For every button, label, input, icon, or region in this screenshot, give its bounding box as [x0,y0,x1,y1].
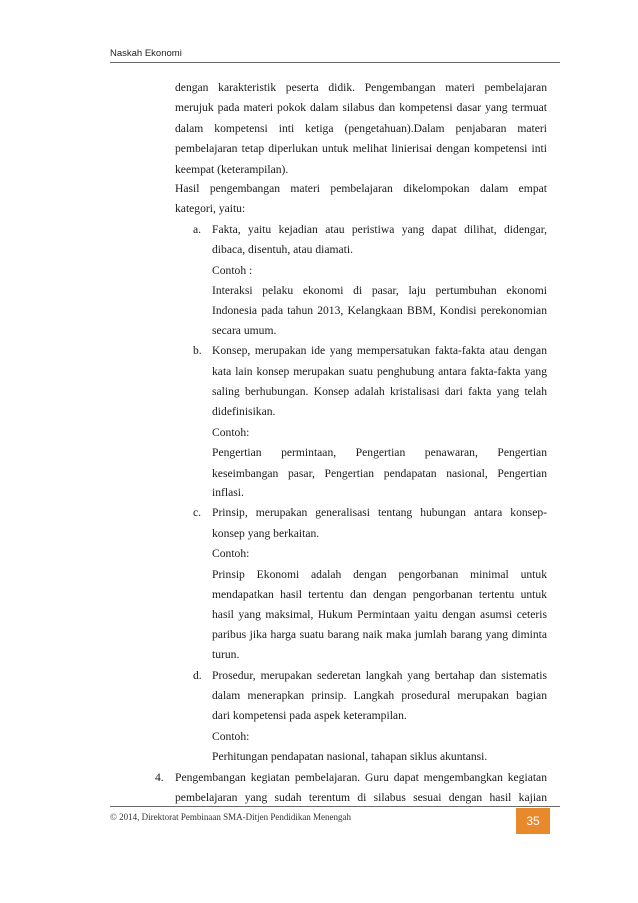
body-line: Hasil pengembangan materi pembelajaran dikelompokan dalam empat [175,182,547,195]
example-label: Contoh: [212,547,250,561]
list-item-text: Prinsip, merupakan generalisasi tentang hubungan antara konsep- [212,506,547,520]
example-text: mendapatkan hasil tertentu dan dengan pengorbanan tertentu untuk [212,588,547,601]
list-item-text: Konsep, merupakan ide yang mempersatukan fakta-fakta atau dengan [212,344,547,358]
list-marker-4: 4. [155,770,164,784]
example-text: secara umum. [212,323,277,337]
body-line: kategori, yaitu: [175,202,246,216]
list-item-text: Pengembangan kegiatan pembelajaran. Guru dapat mengembangkan kegiatan [175,770,547,784]
example-text: keseimbangan pasar, Pengertian pendapatan nasional, Pengertian [212,466,547,480]
list-item-text: kata lain konsep merupakan suatu penghubung antara fakta-fakta yang [212,364,547,378]
list-item-text: dari kompetensi pada aspek keterampilan. [212,709,407,723]
list-item-text: Fakta, yaitu kejadian atau peristiwa yang dapat dilihat, didengar, [212,222,547,236]
list-marker-d: d. [193,668,202,682]
list-item-text: dibaca, disentuh, atau diamati. [212,243,354,257]
example-text: Pengertian permintaan, Pengertian penawaran, Pengertian [212,446,547,460]
list-item-text: Prosedur, merupakan sederetan langkah yang bertahap dan sistematis [212,668,547,682]
example-text: hasil yang maksimal, Hukum Permintaan yaitu dengan asumsi ceteris [212,608,547,622]
example-text: inflasi. [212,486,244,500]
header-divider [110,62,560,63]
body-line: merujuk pada materi pokok dalam silabus dan kompetensi dasar yang termuat [175,101,547,115]
body-line: dalam kompetensi inti ketiga (pengetahuan).Dalam penjabaran materi [175,121,547,135]
list-marker-a: a. [193,222,202,236]
list-item-text: konsep yang berkaitan. [212,526,320,540]
example-text: Prinsip Ekonomi adalah dengan pengorbanan minimal untuk [212,567,547,581]
footer-divider [110,806,560,807]
example-text: Indonesia pada tahun 2013, Kelangkaan BBM, Kondisi perekonomian [212,304,547,318]
example-label: Contoh : [212,263,253,277]
list-marker-b: b. [193,344,202,358]
page-number: 35 [516,808,550,834]
example-label: Contoh: [212,729,250,743]
footer-copyright: © 2014, Direktorat Pembinaan SMA-Ditjen Pendidikan Menengah [110,812,352,822]
body-line: keempat (keterampilan). [175,162,289,176]
body-line: pembelajaran tetap diperlukan untuk melihat linierisai dengan kompetensi inti [175,142,547,156]
example-text: paribus jika harga suatu barang naik maka jumlah barang yang diminta [212,627,547,641]
example-text: Interaksi pelaku ekonomi di pasar, laju pertumbuhan ekonomi [212,284,547,297]
example-text: Perhitungan pendapatan nasional, tahapan siklus akuntansi. [212,750,488,764]
list-item-text: saling berhubungan. Konsep adalah kristalisasi dari fakta yang telah [212,385,547,398]
body-line: dengan karakteristik peserta didik. Pengembangan materi pembelajaran [175,81,547,94]
example-label: Contoh: [212,425,250,439]
list-item-text: dalam menerapkan prinsip. Langkah prosedural merupakan bagian [212,689,547,702]
list-marker-c: c. [193,506,202,520]
example-text: turun. [212,648,240,662]
list-item-text: didefinisikan. [212,405,276,419]
list-item-text: pembelajaran yang sudah terentum di silabus sesuai dengan hasil kajian [175,791,547,804]
page-header-title: Naskah Ekonomi [110,48,182,59]
